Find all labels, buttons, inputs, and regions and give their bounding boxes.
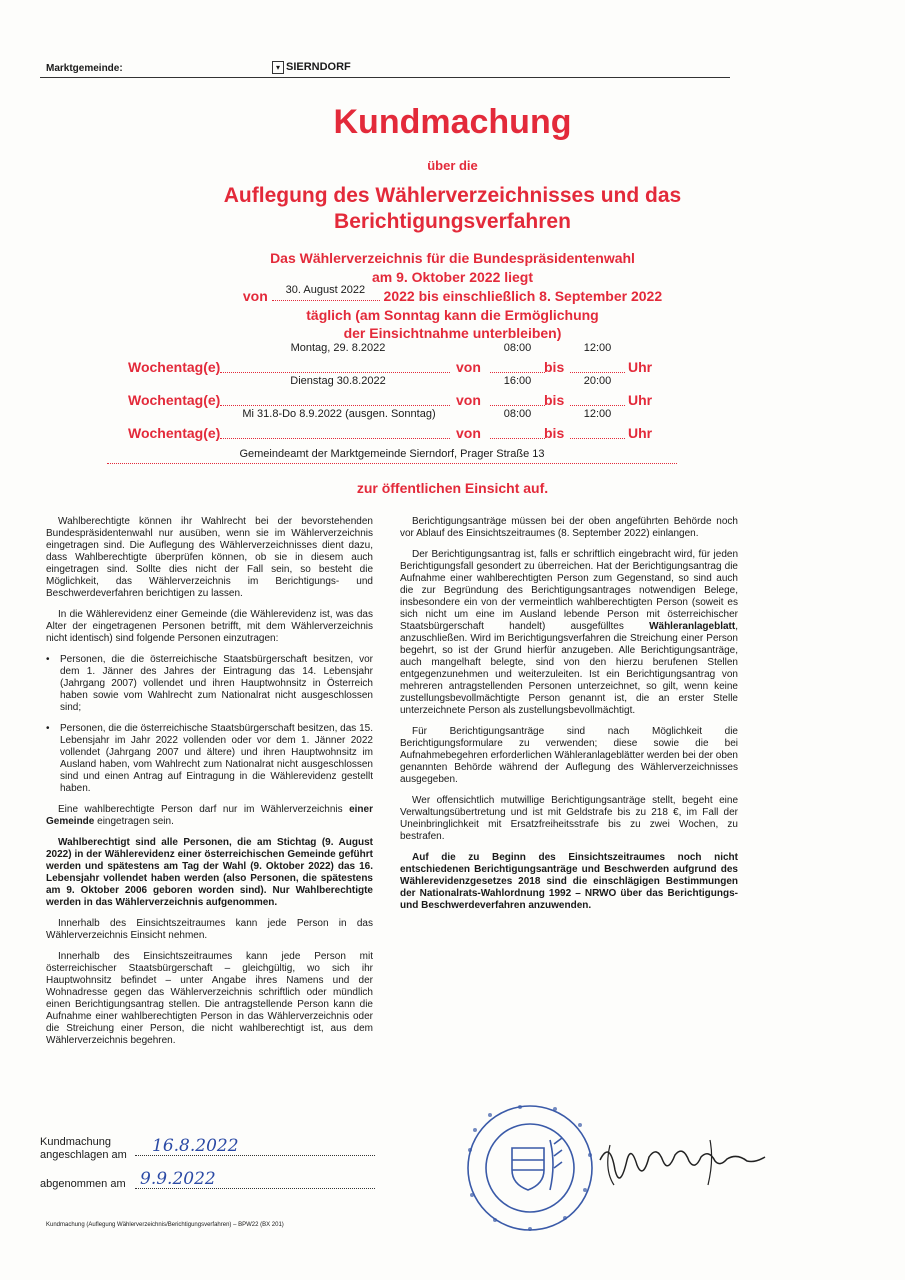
place-dotted-line [107, 463, 677, 464]
posted-label: Kundmachung angeschlagen am [40, 1136, 127, 1161]
removed-date: 9.9.2022 [140, 1169, 216, 1189]
list-item: • Personen, die die österreichische Staatsbürgerschaft besitzen, das 15. Lebensjahr im Jahr 2022 vollenden oder vor dem 1. Jänner 2022 vollendet (Jahrgang 2007 und ältere) und ihren Hauptwohnsitz im Ausland haben, vom Wahlrecht zum Nationalrat nicht ausgeschlossen sind und einen Antrag auf Eintragung in die Wählerevidenz gestellt haben. [60, 723, 373, 795]
schedule-row: Wochentag(e) Mi 31.8-Do 8.9.2022 (ausgen. Sonntag) von 08:00 bis 12:00 Uhr [128, 408, 653, 441]
schedule-day: Mi 31.8-Do 8.9.2022 (ausgen. Sonntag) [242, 408, 436, 420]
inspection-place: Gemeindeamt der Marktgemeinde Sierndorf, Prager Straße 13 [239, 448, 545, 460]
schedule-row: Wochentag(e) Dienstag 30.8.2022 von 16:00 bis 20:00 Uhr [128, 375, 653, 408]
page-title: Kundmachung [333, 103, 572, 141]
dropdown-arrow-icon[interactable]: ▾ [272, 61, 284, 74]
subtitle-line2: Berichtigungsverfahren [334, 210, 571, 233]
intro-period: von 30. August 2022 2022 bis einschließlich 8. September 2022 [242, 284, 663, 304]
paragraph: Wahlberechtigte können ihr Wahlrecht bei der bevorstehenden Bundespräsidentenwahl nur ausüben, wenn sie im Wählerverzeichnis eingetragen sind. Die Auflegung des Wählerverzeichnisses dient dazu, dass Wahlberechtigte überprüfen können, ob sie in diesem auch eingetragen sind. Sollte dies nicht der Fall sein, so besteht die Möglichkeit, das Wählerverzeichnis im Berichtigungs- und Beschwerdeverfahren berichtigen zu lassen. [46, 516, 373, 599]
intro-line1: Das Wählerverzeichnis für die Bundespräsidentenwahl [270, 250, 635, 266]
schedule-to: 20:00 [583, 375, 612, 387]
paragraph: Innerhalb des Einsichtszeitraumes kann jede Person in das Wählerverzeichnis Einsicht nehmen. [46, 918, 373, 941]
form-footnote: Kundmachung (Auflegung Wählerverzeichnis/Berichtigungsverfahren) – BPW22 (BX 201) [46, 1222, 284, 1228]
paragraph: Innerhalb des Einsichtszeitraumes kann jede Person mit österreichischer Staatsbürgerschaft – gleichgültig, wo sich ihr Hauptwohnsitz befindet – unter Angabe ihres Namens und der Wohnadresse gegen das Wählerverzeichnis schriftlich oder mündlich einen Berichtigungsantrag stellen. Die antragstellende Person kann die Aufnahme einer wahlberechtigten Person in das Wählerverzeichnis oder die Streichung einer Person, die nicht wahlberechtigt ist, aus dem Wählerverzeichnis begehren. [46, 951, 373, 1046]
header-underline [40, 77, 730, 78]
subtitle-line1: Auflegung des Wählerverzeichnisses und das [223, 184, 682, 207]
paragraph-bold: Wahlberechtigt sind alle Personen, die am Stichtag (9. August 2022) in der Wählerevidenz einer österreichischen Gemeinde geführt werden und spätestens am Tag der Wahl (9. Oktober 2022) das 16. Lebensjahr vollendet haben werden (also Personen, die spätestens am 9. Oktober 2006 geboren worden sind). Nur Wahlberechtigte werden in das Wählerverzeichnis aufgenommen. [46, 837, 373, 908]
paragraph: In die Wählerevidenz einer Gemeinde (die Wählerevidenz ist, was das Alter der eingetragenen Personen betrifft, mit dem Wählerverzeichnis nicht identisch) sind folgende Personen einzutragen: [46, 609, 373, 644]
intro-line5: der Einsichtnahme unterbleiben) [343, 325, 562, 341]
schedule-from: 16:00 [503, 375, 532, 387]
paragraph: Eine wahlberechtigte Person darf nur im Wählerverzeichnis einer Gemeinde eingetragen sein. [46, 804, 373, 827]
paragraph: Für Berichtigungsanträge sind nach Möglichkeit die Berichtigungsformulare zu verwenden; diese sowie die bei Aufnahmebegehren erforderlichen Wähleranlageblätter werden bei der oben genannten Behörde während der Auflegung des Wählerverzeichnisses ausgegeben. [400, 726, 738, 785]
municipality-label: Marktgemeinde: [46, 63, 123, 74]
posted-date-line [135, 1155, 375, 1156]
paragraph: Berichtigungsanträge müssen bei der oben angeführten Behörde noch vor Ablauf des Einsichtszeitraumes (8. September 2022) einlangen. [400, 516, 738, 539]
intro-line2: am 9. Oktober 2022 liegt [371, 269, 534, 285]
schedule-from: 08:00 [503, 342, 532, 354]
official-stamp-and-signature-icon [450, 1100, 780, 1235]
left-column [46, 516, 373, 1056]
list-item: • Personen, die die österreichische Staatsbürgerschaft besitzen, vor dem 1. Jänner des Jahres der Eintragung das 14. Lebensjahr (Jahrgang 2007) vollendet und ihren Hauptwohnsitz in Österreich haben sowie vom Wahlrecht zum Nationalrat nicht ausgeschlossen sind; [60, 654, 373, 714]
public-inspection-line: zur öffentlichen Einsicht auf. [356, 480, 549, 496]
intro-line4: täglich (am Sonntag kann die Ermöglichung [306, 307, 599, 323]
schedule-from: 08:00 [503, 408, 532, 420]
posted-date: 16.8.2022 [152, 1136, 239, 1156]
subtitle-ueber: über die [427, 158, 478, 173]
schedule-to: 12:00 [583, 408, 612, 420]
schedule-to: 12:00 [583, 342, 612, 354]
municipality-value[interactable]: SIERNDORF [286, 61, 351, 73]
schedule-day: Montag, 29. 8.2022 [290, 342, 386, 354]
period-start-value: 30. August 2022 [285, 284, 366, 296]
paragraph-bold: Auf die zu Beginn des Einsichtszeitraumes noch nicht entschiedenen Berichtigungsanträge und Beschwerden aufgrund des Wählerevidenzgesetzes 2018 sind die einschlägigen Bestimmungen der Nationalrats-Wahlordnung 1992 – NRWO über das Berichtigungs- und Beschwerdeverfahren anzuwenden. [400, 852, 738, 911]
right-column [400, 516, 738, 921]
schedule-row: Wochentag(e) Montag, 29. 8.2022 von 08:00 bis 12:00 Uhr [128, 342, 653, 375]
paragraph: Wer offensichtlich mutwillige Berichtigungsanträge stellt, begeht eine Verwaltungsübertretung und ist mit Geldstrafe bis zu 218 €, im Fall der Uneinbringlichkeit mit Ersatzfreiheitsstrafe bis zu zwei Wochen, zu bestrafen. [400, 795, 738, 842]
schedule-day: Dienstag 30.8.2022 [290, 375, 386, 387]
bullet-list [46, 654, 373, 795]
removed-label: abgenommen am [40, 1178, 126, 1190]
removed-date-line [135, 1188, 375, 1189]
paragraph: Der Berichtigungsantrag ist, falls er schriftlich eingebracht wird, für jeden Berichtigungsfall gesondert zu überreichen. Hat der Berichtigungsantrag die Aufnahme einer wahlberechtigten Person zum Gegenstand, so sind auch die zur Begründung des Berichtigungsantrages notwendigen Belege, insbesondere ein von der vermeintlich wahlberechtigten Person (soweit es sich nicht um eine im Ausland lebende Person mit österreichischer Staatsbürgerschaft handelt) ausgefülltes Wähleranlageblatt, anzuschließen. Wird im Berichtigungsverfahren die Streichung einer Person begehrt, so ist der Grund hierfür anzugeben. Alle Berichtigungsanträge, auch mangelhaft belegte, sind von den hierzu berufenen Stellen entgegenzunehmen und weiterzuleiten. Ist ein Berichtigungsantrag von mehreren antragstellenden Personen unterzeichnet, so gilt, wenn keine zustellungsbevollmächtigte Person genannt ist, die an erster Stelle unterzeichnete Person als zustellungsbevollmächtigt. [400, 549, 738, 716]
